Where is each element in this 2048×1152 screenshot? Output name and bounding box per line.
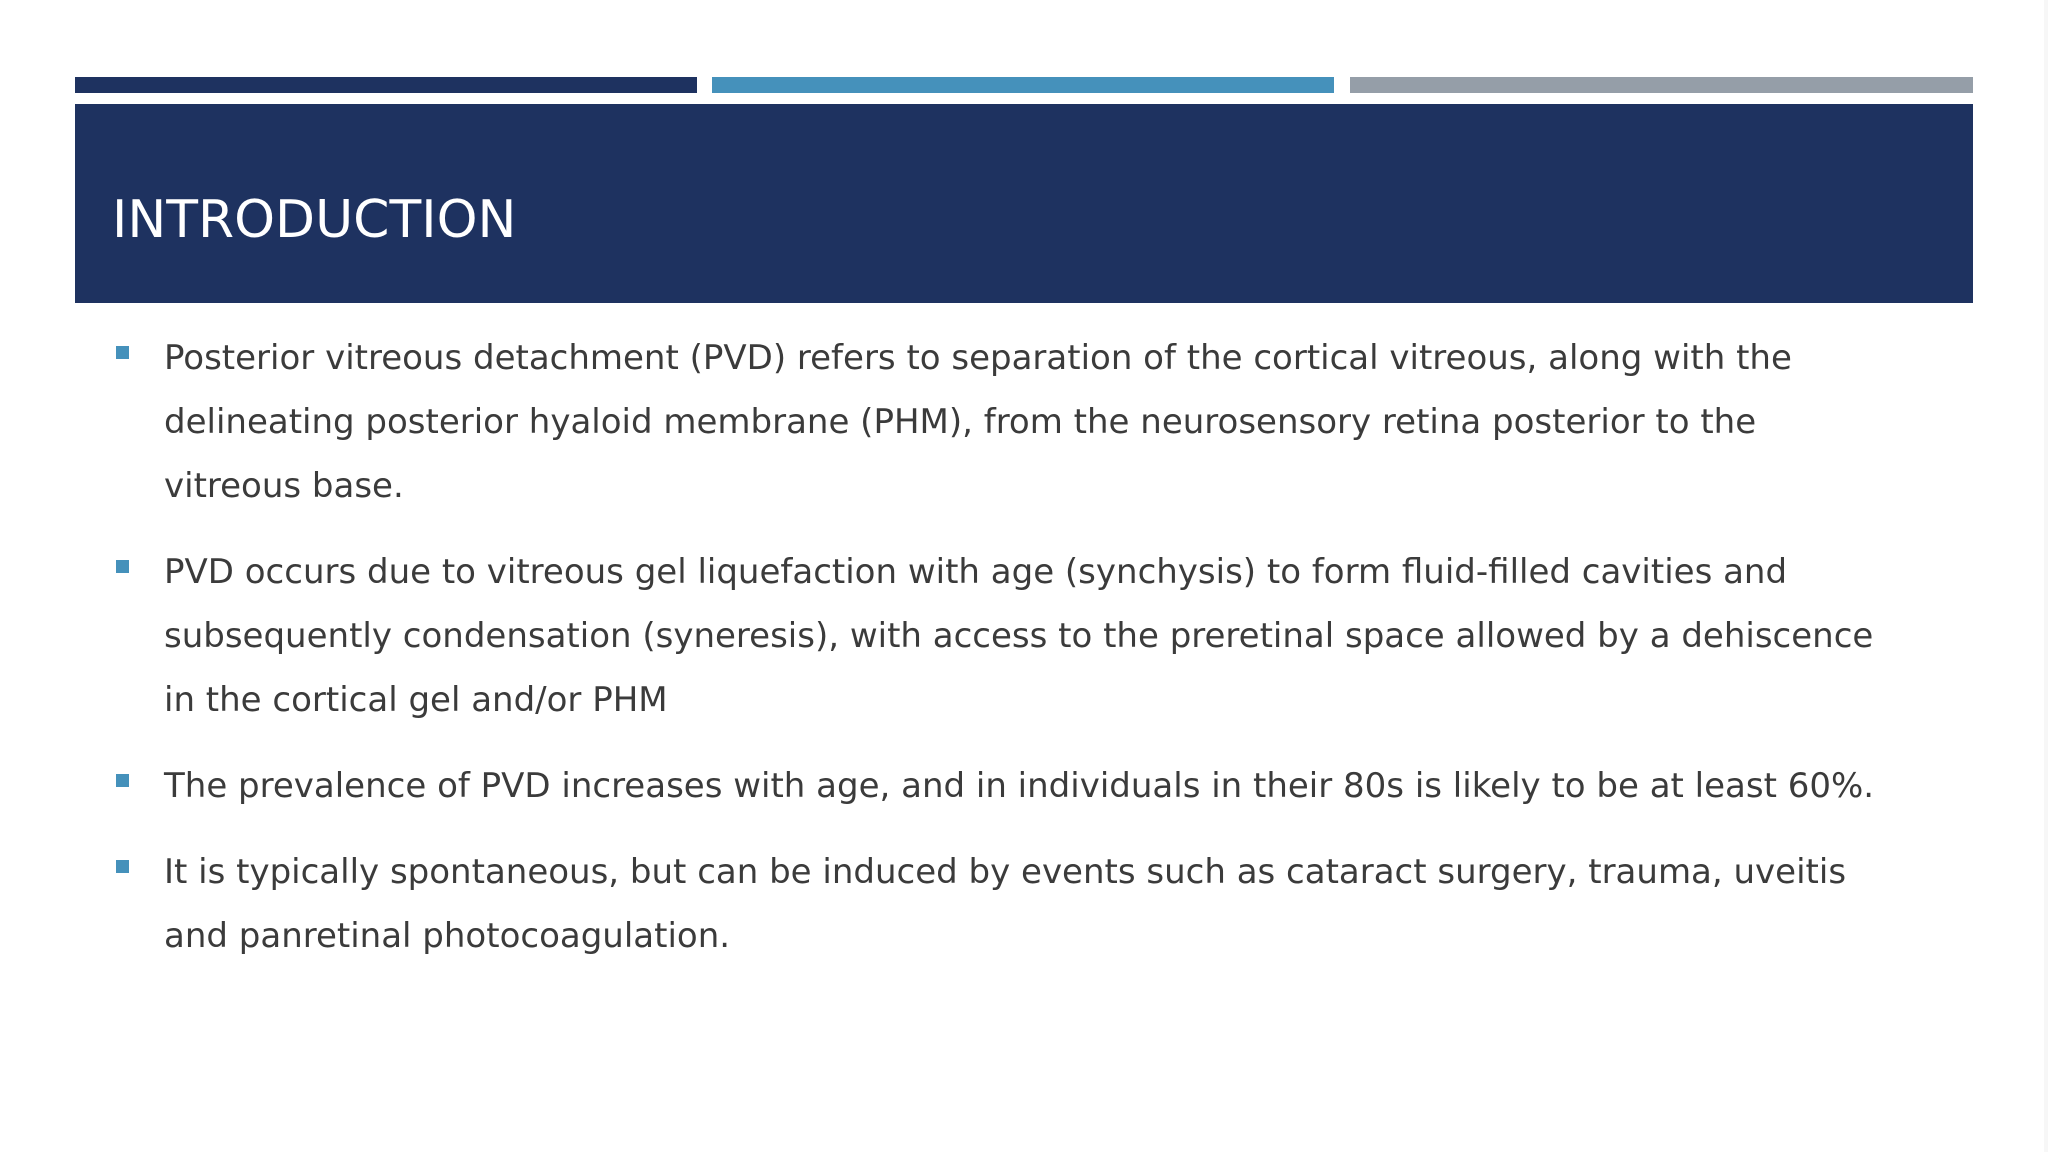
bullet-text: Posterior vitreous detachment (PVD) refers to separation of the cortical vitreous, along with the delineating posterior hyaloid membrane (PHM), from the neurosensory retina posterior to the vitreous base. <box>164 338 1792 506</box>
bullet-item <box>0 754 2048 818</box>
square-bullet-icon <box>116 860 129 873</box>
bullet-text: PVD occurs due to vitreous gel liquefaction with age (synchysis) to form fluid-filled cavities and subsequently condensation (syneresis), with access to the preretinal space allowed by a dehiscence in the cortical gel and/or PHM <box>164 552 1874 720</box>
bullet-text: The prevalence of PVD increases with age, and in individuals in their 80s is likely to be at least 60%. <box>164 766 1875 806</box>
bullet-list <box>0 326 2048 990</box>
square-bullet-icon <box>116 346 129 359</box>
square-bullet-icon <box>116 774 129 787</box>
bullet-text: It is typically spontaneous, but can be induced by events such as cataract surgery, trauma, uveitis and panretinal photocoagulation. <box>164 852 1847 956</box>
bullet-item <box>0 840 2048 968</box>
slide-title: INTRODUCTION <box>112 190 517 250</box>
bullet-item <box>0 540 2048 732</box>
bullet-item <box>0 326 2048 518</box>
title-band <box>75 104 1973 303</box>
slide-edge <box>2044 0 2048 1152</box>
accent-bar-navy <box>75 77 697 93</box>
accent-bar-gray <box>1350 77 1973 93</box>
square-bullet-icon <box>116 560 129 573</box>
accent-bar-blue <box>712 77 1334 93</box>
